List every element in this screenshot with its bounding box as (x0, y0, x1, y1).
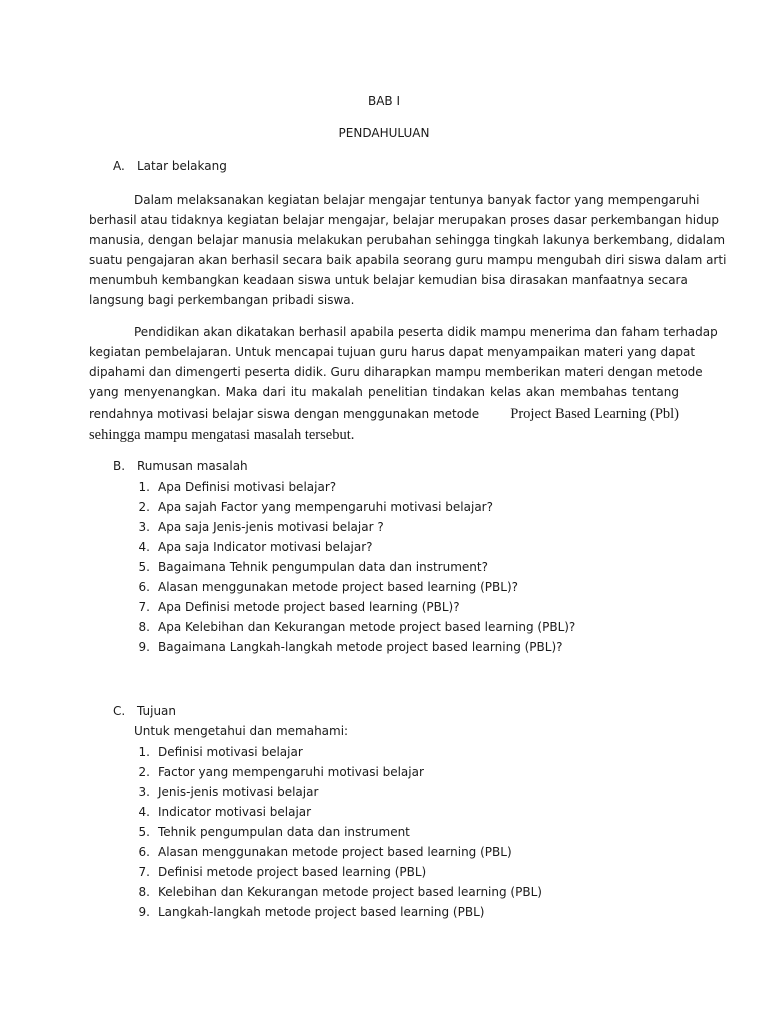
paragraph-line: Pendidikan akan dikatakan berhasil apabila peserta didik mampu menerima dan faham terhadap (134, 325, 718, 339)
paragraph-line: kegiatan pembelajaran. Untuk mencapai tujuan guru harus dapat menyampaikan materi yang dapat (89, 345, 696, 359)
paragraph-line: Dalam melaksanakan kegiatan belajar mengajar tentunya banyak factor yang mempengaruhi (134, 193, 700, 207)
section-c-letter: C. (113, 704, 126, 718)
list-item-text: Kelebihan dan Kekurangan metode project based learning (PBL) (158, 885, 542, 899)
paragraph-line: menumbuh kembangkan keadaan siswa untuk belajar kemudian bisa dirasakan manfaatnya secara (89, 273, 688, 287)
list-item-text: Definisi motivasi belajar (158, 745, 303, 759)
chapter-label: BAB I (367, 94, 401, 108)
list-item-text: Langkah-langkah metode project based learning (PBL) (158, 905, 485, 919)
section-a-letter: A. (113, 159, 125, 173)
objectives-intro: Untuk mengetahui dan memahami: (134, 724, 349, 738)
paragraph-line: manusia, dengan belajar manusia melakukan perubahan sehingga tingkah lakunya berkembang, didalam (89, 233, 726, 247)
list-item-number: 2. (138, 765, 150, 779)
background-paragraph-1 (89, 190, 727, 310)
background-paragraph-2 (89, 322, 718, 446)
paragraph-line-serif: sehingga mampu mengatasi masalah tersebut. (89, 427, 355, 443)
section-b-heading: Rumusan masalah (137, 459, 248, 473)
chapter-title: PENDAHULUAN (338, 126, 430, 140)
list-item-number: 2. (138, 500, 150, 514)
list-item-number: 1. (138, 480, 150, 494)
list-item-text: Apa saja Indicator motivasi belajar? (158, 540, 373, 554)
list-item-text: Apa saja Jenis-jenis motivasi belajar ? (158, 520, 384, 534)
list-item-text: Alasan menggunakan metode project based learning (PBL)? (158, 580, 518, 594)
list-item-text: Bagaimana Tehnik pengumpulan data dan instrument? (158, 560, 488, 574)
list-item-number: 5. (138, 560, 150, 574)
list-item-number: 8. (138, 885, 150, 899)
list-item-number: 3. (138, 520, 150, 534)
list-item-text: Apa Kelebihan dan Kekurangan metode project based learning (PBL)? (158, 620, 576, 634)
list-item-number: 1. (138, 745, 150, 759)
list-item-text: Factor yang mempengaruhi motivasi belajar (158, 765, 424, 779)
paragraph-line: suatu pengajaran akan berhasil secara baik apabila seorang guru mampu mengubah diri siswa dalam arti (89, 253, 727, 267)
paragraph-line: berhasil atau tidaknya kegiatan belajar mengajar, belajar merupakan proses dasar perkembangan hidup (89, 213, 719, 227)
list-item-number: 6. (138, 580, 150, 594)
method-name-text: Project Based Learning (Pbl) (510, 406, 679, 422)
list-item-number: 4. (138, 540, 150, 554)
list-item-number: 3. (138, 785, 150, 799)
list-item-text: Apa sajah Factor yang mempengaruhi motivasi belajar? (158, 500, 493, 514)
list-item-number: 4. (138, 805, 150, 819)
list-item-text: Definisi metode project based learning (PBL) (158, 865, 427, 879)
paragraph-line: langsung bagi perkembangan pribadi siswa. (89, 293, 355, 307)
section-c-heading: Tujuan (137, 704, 177, 718)
paragraph-line: dipahami dan dimengerti peserta didik. Guru diharapkan mampu memberikan materi dengan metode (89, 365, 703, 379)
list-item-text: Alasan menggunakan metode project based learning (PBL) (158, 845, 512, 859)
list-item-text: Tehnik pengumpulan data dan instrument (158, 825, 410, 839)
paragraph-line: yang menyenangkan. Maka dari itu makalah penelitian tindakan kelas akan membahas tentang (89, 385, 679, 399)
list-item-number: 7. (138, 865, 150, 879)
list-item-text: Apa Definisi metode project based learning (PBL)? (158, 600, 460, 614)
list-item-text: Indicator motivasi belajar (158, 805, 312, 819)
paragraph-line-sans: rendahnya motivasi belajar siswa dengan menggunakan metode (89, 407, 480, 421)
list-item-number: 6. (138, 845, 150, 859)
paragraph-mixed-line (89, 404, 679, 424)
list-item-text: Jenis-jenis motivasi belajar (158, 785, 319, 799)
list-item-number: 9. (138, 640, 150, 654)
list-item-text: Bagaimana Langkah-langkah metode project based learning (PBL)? (158, 640, 563, 654)
section-a-heading: Latar belakang (137, 159, 227, 173)
list-item-number: 7. (138, 600, 150, 614)
list-item-number: 8. (138, 620, 150, 634)
list-item-number: 5. (138, 825, 150, 839)
list-item-text: Apa Definisi motivasi belajar? (158, 480, 337, 494)
section-b-letter: B. (113, 459, 126, 473)
list-item-number: 9. (138, 905, 150, 919)
